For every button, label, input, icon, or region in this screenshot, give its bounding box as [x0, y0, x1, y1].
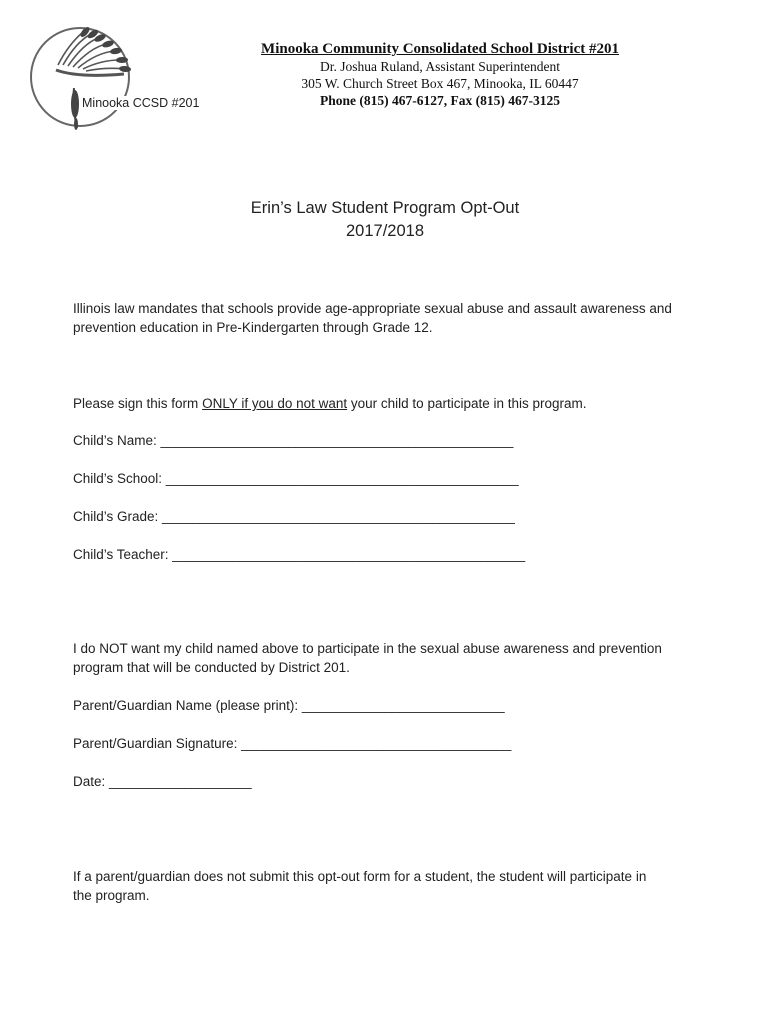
instruction-after: your child to participate in this program. — [347, 396, 587, 411]
district-logo — [28, 20, 200, 138]
logo-label: Minooka CCSD #201 — [82, 96, 200, 110]
statement-line-2: program that will be conducted by District 201. — [73, 660, 350, 675]
footer-line-1: If a parent/guardian does not submit this opt-out form for a student, the student will participate in — [73, 869, 647, 884]
parent-signature-field[interactable]: Parent/Guardian Signature: ____________________________________ — [73, 736, 512, 751]
instruction-emphasis: ONLY if you do not want — [202, 396, 348, 411]
intro-line-1: Illinois law mandates that schools provide age-appropriate sexual abuse and assault awareness and — [73, 301, 672, 316]
district-name: Minooka Community Consolidated School District #201 — [261, 41, 619, 57]
child-grade-field[interactable]: Child’s Grade: _______________________________________________ — [73, 509, 515, 524]
intro-line-2: prevention education in Pre-Kindergarten through Grade 12. — [73, 320, 433, 335]
instruction-before: Please sign this form — [73, 396, 203, 411]
headdress-logo-icon — [28, 20, 193, 138]
school-year: 2017/2018 — [346, 222, 424, 240]
instruction-text — [73, 394, 587, 413]
child-name-field[interactable]: Child’s Name: _______________________________________________ — [73, 433, 514, 448]
district-address: 305 W. Church Street Box 467, Minooka, IL 60447 — [301, 76, 579, 91]
statement-line-1: I do NOT want my child named above to participate in the sexual abuse awareness and prevention — [73, 641, 662, 656]
district-phone: Phone (815) 467-6127, Fax (815) 467-3125 — [320, 93, 560, 108]
form-title: Erin’s Law Student Program Opt-Out — [250, 199, 520, 217]
footer-line-2: the program. — [73, 888, 150, 903]
child-teacher-field[interactable]: Child’s Teacher: _______________________________________________ — [73, 547, 526, 562]
parent-name-field[interactable]: Parent/Guardian Name (please print): ___________________________ — [73, 698, 505, 713]
superintendent-name: Dr. Joshua Ruland, Assistant Superintendent — [320, 59, 560, 74]
date-field[interactable]: Date: ___________________ — [73, 774, 252, 789]
child-school-field[interactable]: Child’s School: _______________________________________________ — [73, 471, 519, 486]
